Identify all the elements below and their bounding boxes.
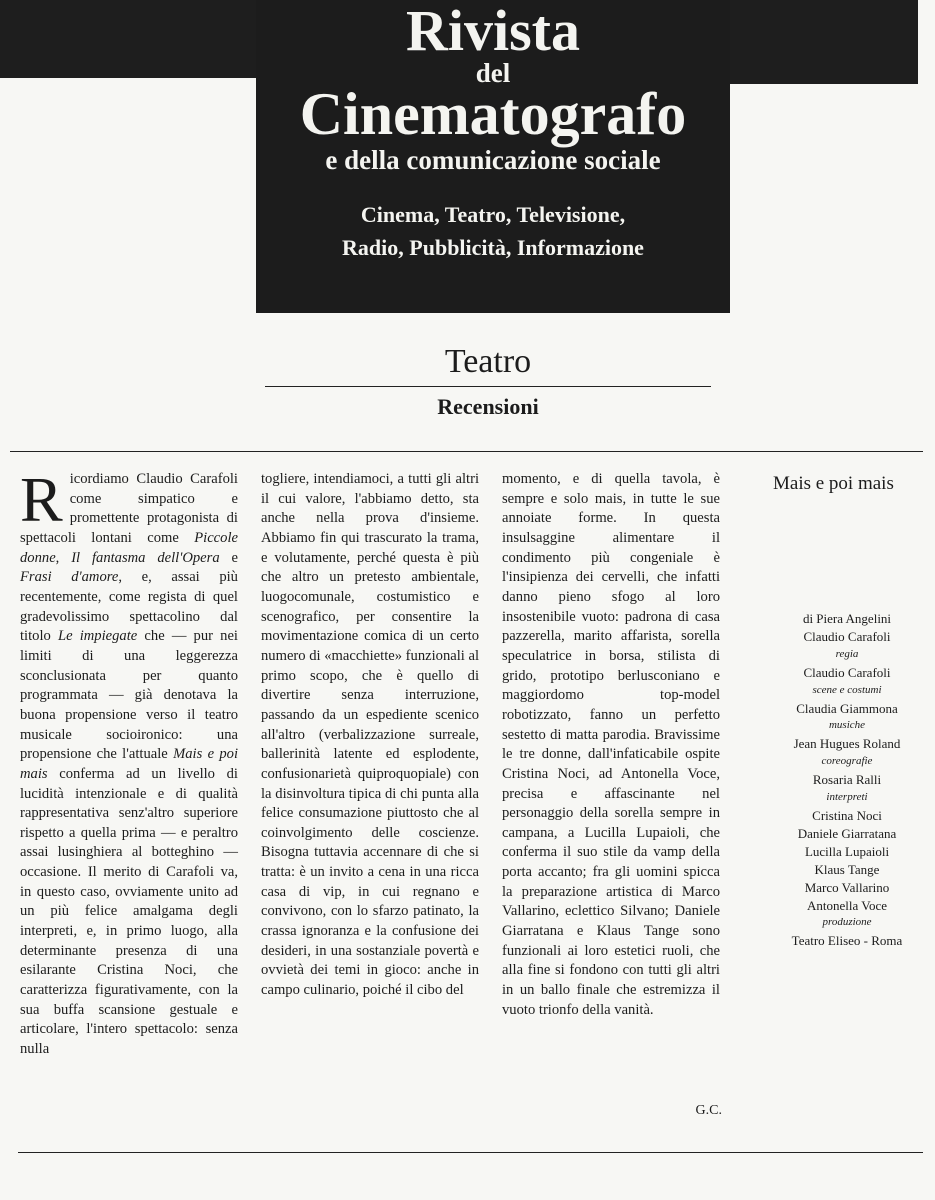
article-signature: G.C.: [695, 1103, 722, 1118]
masthead-topics-line1: Cinema, Teatro, Televisione,: [360, 202, 626, 227]
credit-name: Jean Hugues Roland: [793, 736, 901, 752]
credit-role: regia: [835, 647, 859, 660]
masthead-band-right: [728, 0, 918, 84]
credit-name: Claudio Carafoli: [803, 628, 891, 644]
article-title-ref: Il fantasma dell'Opera: [71, 549, 220, 566]
section-divider: [265, 386, 711, 387]
credit-name: Cristina Noci: [812, 807, 882, 823]
credit-name: Teatro Eliseo - Roma: [791, 933, 903, 949]
credit-role: scene e costumi: [812, 683, 882, 696]
masthead-subtitle: e della comunicazione sociale: [325, 145, 661, 175]
credit-name: Rosaria Ralli: [812, 772, 882, 788]
section-title: Teatro: [444, 343, 532, 380]
credit-role: produzione: [822, 916, 872, 929]
credits-list: [770, 610, 924, 950]
credit-role: musiche: [828, 719, 866, 732]
credit-role: interpreti: [826, 791, 868, 804]
article-text: che — pur nei limiti di una leggerezza sconclusionata per quanto programmata — già denotava la buona propensione verso il teatro musicale socioironico: una propensione che l'attuale: [20, 628, 238, 763]
drop-cap: R: [20, 464, 63, 535]
article-text: e: [219, 549, 238, 566]
credit-name: di Piera Angelini: [802, 611, 892, 626]
credit-name: Claudio Carafoli: [803, 664, 891, 680]
masthead-topics-line2: Radio, Pubblicità, Informazione: [342, 235, 644, 260]
masthead: [256, 0, 730, 313]
masthead-band-left: [0, 0, 256, 78]
top-divider: [10, 451, 923, 452]
credit-name: Claudia Giammona: [796, 700, 898, 716]
credit-name: Daniele Giarratana: [797, 825, 897, 841]
article-title-ref: Le impiegate: [57, 628, 138, 645]
article-paragraph-1: [20, 464, 238, 1060]
article-column-2: [261, 470, 479, 1001]
article-column-1: [20, 464, 238, 1060]
article-column-3: [502, 470, 720, 1020]
section-subtitle: Recensioni: [437, 394, 539, 419]
masthead-title-del: del: [475, 58, 511, 88]
article-text: icordiamo Claudio Carafoli come simpatico e promettente protagonista di spettacoli lontani come: [20, 471, 238, 546]
credit-name: Antonella Voce: [806, 897, 888, 913]
bottom-divider: [18, 1152, 923, 1153]
article-paragraph-3: momento, e di quella tavola, è sempre e solo mais, in tutte le sue annoiate forme. In questa insulsaggine alimentare il condimento più congeniale è l'insipienza dei cervelli, che infatti danno pieno sfogo al loro insostenibile vuoto: padrona di casa pazzerella, marito affarista, sorella speculatrice in borsa, stilista di grido, prototipo berlusconiano e maggiordomo top-model robotizzato, fanno un perfetto sestetto di matta parodia. Bravissime le tre donne, dall'infaticabile ospite Cristina Noci, ad Antonella Voce, precisa e affascinante nel personaggio della sorella sempre in campana, a Lucilla Lupaioli, che conferma il suo stile da vamp della porta accanto; fra gli uomini spicca la preparazione artistica di Marco Vallarino, eclettico Silvano; Daniele Giarratana e Klaus Tange sono funzionali ai loro estetici ruoli, che alla fine si fondono con tutti gli altri in un ballo finale che estremizza il vuoto trionfo della vanità.: [502, 471, 720, 1018]
article-text: , e, assai più recentemente, come regista di quel gradevolissimo spettacolino dal titolo: [20, 569, 238, 645]
masthead-title-cinematografo: Cinematografo: [299, 81, 687, 147]
article-paragraph-2: togliere, intendiamoci, a tutti gli altri il cui valore, l'abbiamo detto, sta anche nella prova d'insieme. Abbiamo fin qui trascurato la trama, e volutamente, perché questa è più che altro un pretesto ambientale, luogocomunale, costumistico e scenografico, per consentire la movimentazione comica di un certo numero di «macchiette» funzionali al primo scopo, che è quello di divertire senza interruzione, passando da un espediente scenico all'altro (verbalizzazione surreale, ballerinità latente ed esplodente, confusionarietà quiproquopiale) con la disinvoltura tipica di chi punta alla felice consumazione piuttosto che al coinvolgimento delle coscienze. Bisogna tuttavia accennare di che si tratta: è un invito a cena in una ricca casa di vip, in cui regnano e convivono, con lo sfarzo patinato, la crassa ignoranza e la confusione dei desideri, in una sostanziale povertà e ovvietà dei temi in gioco: anche in campo culinario, poiché il cibo del: [261, 471, 480, 999]
article-title-ref: Frasi d'amore: [20, 569, 119, 586]
masthead-title-rivista: Rivista: [406, 0, 580, 63]
credit-name: Marco Vallarino: [804, 879, 890, 895]
article-title-ref: Mais e poi mais: [20, 746, 238, 782]
play-title: Mais e poi mais: [773, 473, 894, 494]
credit-name: Klaus Tange: [814, 861, 880, 877]
credit-name: Lucilla Lupaioli: [804, 843, 890, 859]
article-text: conferma ad un livello di lucidità intenzionale e di qualità rappresentativa senz'altro superiore rispetto a quella prima — e peraltro assai lusinghiera al botteghino — occasione. Il merito di Carafoli va, in questo caso, ovviamente unito ad un più felice amalgama degli interpreti, e, in primo luogo, alla determinante presenza di una esilarante Cristina Noci, che caratterizza figurativamente, con la sua buffa scansione gestuale e articolare, l'intero spettacolo: senza nulla: [20, 765, 238, 1058]
article-text: ,: [55, 549, 72, 566]
article-title-ref: Piccole donne: [20, 529, 238, 566]
credit-role: coreografie: [821, 755, 873, 768]
